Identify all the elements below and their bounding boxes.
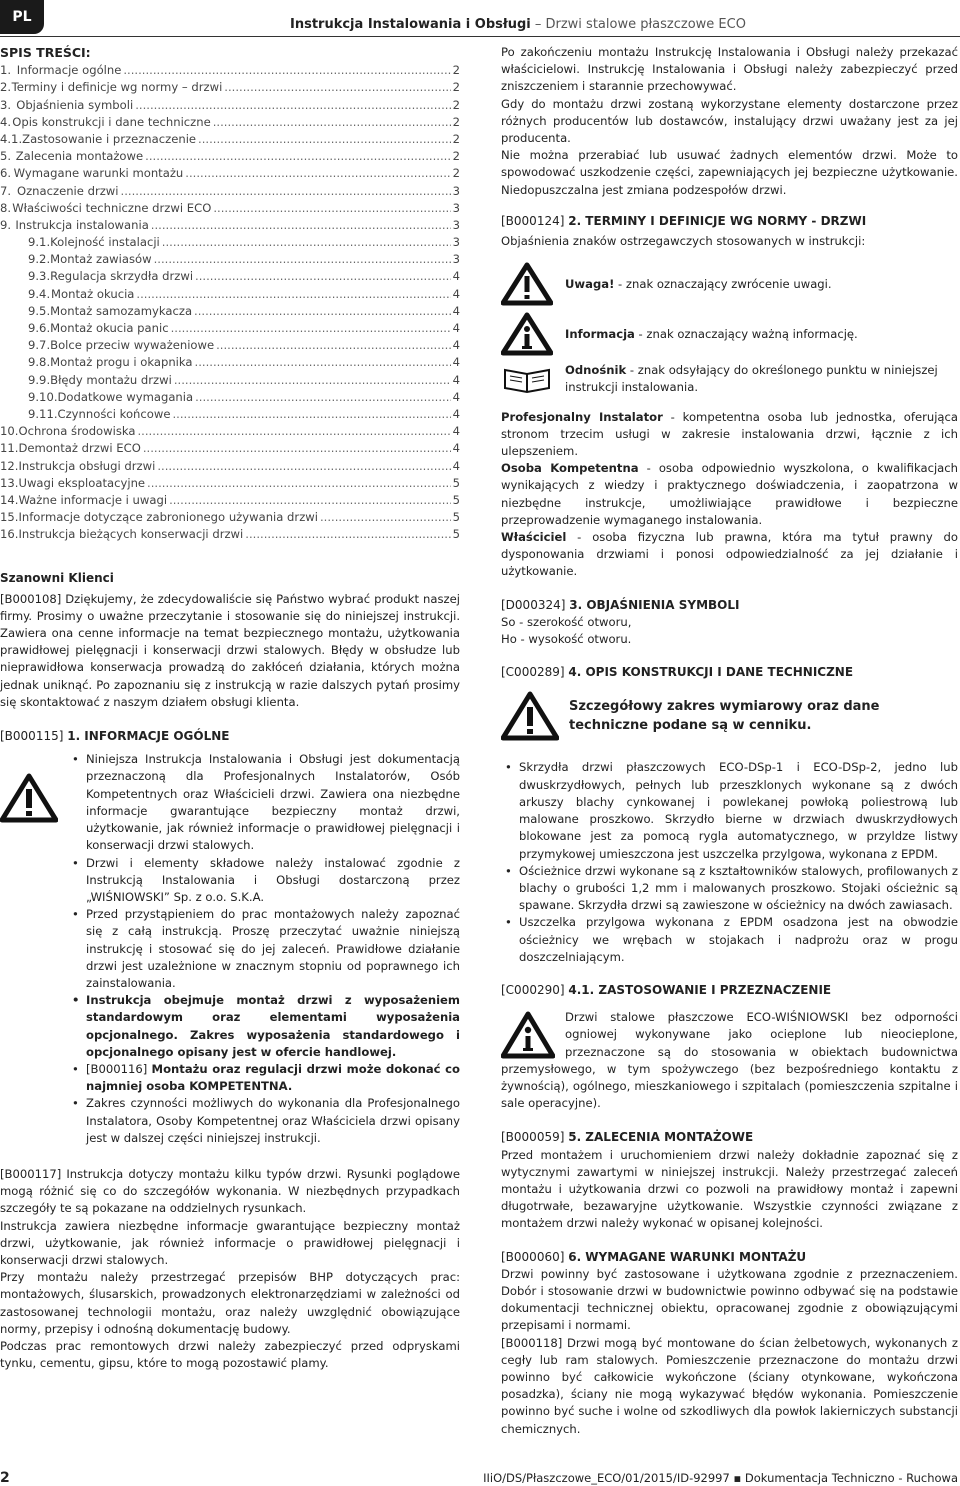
toc-item [0,406,460,423]
section-4 [501,664,958,966]
toc-item-page: 4 [452,321,460,336]
book-icon [501,364,553,394]
toc-item-number: 4.1. [0,131,23,146]
section-4-1-code: [C000290] [501,982,569,997]
list-item [68,1061,460,1095]
toc-item [0,200,460,217]
header-rule [0,36,960,37]
section-1 [0,728,460,1372]
toc-item [0,423,460,440]
table-of-contents [0,62,460,543]
toc-item-title: Oznaczenie drzwi [16,183,119,198]
section-4-1-body [501,1009,958,1112]
toc-item-page: 4 [452,424,460,439]
symbol-odnosnik-desc: - znak odsyłający do określonego punktu w niniejszej instrukcji instalowania. [565,363,938,395]
list-item: • Zakres czynności możliwych do wykonania dla Profesjonalnego Instalatora, Osoby Kompetentnej oraz Właściciela drzwi opisany jest w dalszej części niniejszej instrukcji. [68,1095,460,1147]
toc-item-number: 9.3. [28,269,51,284]
list-item: • Przed przystąpieniem do prac montażowych należy zapoznać się z całą instrukcją. Proszę przeczytać uważnie niniejszą instrukcję i stosować się do jej zaleceń. Prawidłowe działanie drzwi jest uzależnione w znacznym stopniu od poprawnego ich zainstalowania. [68,906,460,992]
toc-item-page: 4 [452,269,460,284]
toc-item-number: 9.2. [28,252,51,267]
toc-item-title: Wymagane warunki montażu [13,166,184,181]
section-4-1 [501,982,958,1112]
toc-item [0,165,460,182]
language-badge: PL [0,0,44,34]
toc-dot-leader [121,183,451,200]
toc-item-number: 15. [0,510,19,525]
symbol-informacja-desc: - znak oznaczający ważną informację. [634,326,858,341]
section-2-heading [501,213,958,230]
toc-item [0,372,460,389]
toc-item-number: 8. [0,200,12,215]
toc-dot-leader [194,303,451,320]
greeting-section [0,570,460,711]
section-5-text: Przed montażem i uruchomieniem drzwi należy dokładnie zapoznać się z wytycznymi zawartymi w niniejszej instrukcji. Należy przestrzegać zaleceń montażu i użytkowania drzwi co pozwoli na prawidłowy montaż i zapewni długotrwałe, bezawaryjne użytkowanie. Wszystkie czynności związane z montażem drzwi należy wykonać w opisanej kolejności. [501,1147,958,1231]
toc-item-number: 9.8. [28,355,51,370]
definition-text: - kompetentna osoba lub jednostka, oferująca stronom trzecim usługi w zakresie instalowania drzwi, łącznie z ich ulepszeniem. [501,409,959,459]
toc-item-page: 3 [452,217,460,232]
section-5-title: 5. ZALECENIA MONTAŻOWE [568,1130,754,1145]
toc-dot-leader [224,79,450,96]
symbol-odnosnik [501,362,958,396]
toc-item-number: 9.10. [28,389,58,404]
toc-item-title: Montaż zawiasów [50,252,152,267]
toc-dot-leader [216,337,450,354]
toc-item-title: Uwagi eksploatacyjne [18,475,146,490]
toc-item-number: 2. [0,80,12,95]
toc-item [0,492,460,509]
info-icon [501,1011,555,1059]
toc-item-title: Właściwości techniczne drzwi ECO [12,200,212,215]
toc-dot-leader [154,251,451,268]
toc-item-title: Opis konstrukcji i dane techniczne [12,114,211,129]
section-4-1-title: 4.1. ZASTOSOWANIE I PRZEZNACZENIE [568,982,832,997]
left-column [0,44,460,1372]
section-6-para: [B000118] Drzwi mogą być montowane do ścian żelbetowych, wykonanych z cegły lub ram stalowych. Pomieszczenie przeznaczone do montażu drzwi powinno być całkowicie wykończone (ściany otynkowane, wykończona posadzka), ściany nie mogą wykazywać błędów wykonania. Pomieszczenie powinno być suche i wolne od szkodliwych dla powłok lakierniczych substancji chemicznych. [501,1335,958,1436]
toc-dot-leader [320,509,451,526]
list-item-bold: Montażu oraz regulacji drzwi może dokonać co najmniej osoba KOMPETENTNA. [86,1061,460,1094]
section-4-heading [501,664,958,681]
toc-item [0,62,460,79]
toc-item-page: 2 [452,114,460,129]
greeting-title: Szanowni Klienci [0,571,114,586]
toc-item-title: Zastosowanie i przeznaczenie [22,131,197,146]
definition-para [501,529,958,581]
symbol-odnosnik-text [565,362,958,396]
toc-dot-leader [138,423,451,440]
warning-icon [501,262,553,306]
toc-item-title: Ochrona środowiska [18,424,136,439]
header-subtitle: – Drzwi stalowe płaszczowe ECO [530,17,746,32]
toc-dot-leader [245,526,450,543]
info-icon [501,312,553,356]
toc-item-title: Informacje dotyczące zabronionego używania drzwi [18,510,318,525]
section-3-line: Ho - wysokość otworu. [501,632,632,647]
section-1-para: Instrukcja zawiera niezbędne informacje gwarantujące bezpieczny montaż drzwi, użytkowanie, jak również informacje o prawidłowej pielęgnacji i konserwacji drzwi stalowych. [0,1218,460,1267]
toc-dot-leader [151,217,451,234]
toc-dot-leader [195,389,451,406]
toc-item-page: 4 [452,338,460,353]
page-number: 2 [0,1470,10,1486]
toc-item-page: 5 [452,475,460,490]
section-6 [501,1249,958,1438]
section-3-heading [501,597,958,614]
section-4-1-text: Drzwi stalowe płaszczowe ECO-WIŚNIOWSKI bez odporności ogniowej wykonywane jako ocieplone lub nieocieplone, przeznaczone są do stosowania w obiektach budownictwa przemysłowego, w tym spożywczego (bez bezpośredniego kontaktu z żywnością), ogólnego, mieszkaniowego i szpitalach (pomieszczenia szpitalne i sale operacyjne). [501,1010,958,1111]
toc-item-title: Terminy i definicje wg normy – drzwi [11,80,223,95]
toc-item-title: Ważne informacje i uwagi [18,492,168,507]
toc-dot-leader [198,131,451,148]
toc-item-number: 9.6. [28,321,51,336]
toc-item-page: 3 [452,183,460,198]
toc-item-page: 3 [452,200,460,215]
symbol-informacja-text [565,326,958,343]
toc-item-number: 9. [0,217,12,232]
section-4-code: [C000289] [501,665,569,680]
toc-item-page: 5 [452,492,460,507]
section-2-lead: Objaśnienia znaków ostrzegawczych stosowanych w instrukcji: [501,234,866,249]
toc-item [0,320,460,337]
definition-text: - osoba odpowiednio wyszkolona, o kwalifikacjach wynikających z wiedzy i praktycznego doświadczenia, i zaopatrzona w niezbędne instrukcje, umożliwiające prawidłowe i bezpieczne przeprowadzenie wymaganego instalowania. [501,461,958,527]
toc-dot-leader [169,492,451,509]
toc-item-title: Montaż samozamykacza [50,303,193,318]
toc-item-page: 4 [452,372,460,387]
toc-dot-leader [195,268,451,285]
toc-item [0,79,460,96]
toc-item-title: Regulacja skrzydła drzwi [50,269,194,284]
intro-para: Gdy do montażu drzwi zostaną wykorzystane elementy dostarczone przez różnych producentów lub dostawców, instalujący drzwi uważany jest za jej producenta. [501,96,958,146]
toc-item-title: Instrukcja bieżących konserwacji drzwi [18,527,244,542]
toc-item-page: 2 [452,149,460,164]
list-item: • Drzwi i elementy składowe należy instalować zgodnie z Instrukcją Instalowania i Obsługi dostarczoną przez „WIŚNIOWSKI” Sp. z o.o. S.K.A. [68,855,460,907]
toc-item [0,354,460,371]
toc-item-number: 9.11. [28,406,58,421]
toc-item-number: 7. [0,183,12,198]
definition-para [501,460,958,529]
toc-item [0,475,460,492]
page-header [290,17,746,32]
symbol-informacja-label: Informacja [565,326,635,341]
toc-item-number: 11. [0,441,19,456]
toc-dot-leader [172,406,450,423]
definition-text: - osoba fizyczna lub prawna, która ma tytuł prawny do dysponowania drzwiami i ponosi odpowiedzialność za jej działanie i użytkowanie. [501,530,958,579]
toc-dot-leader [135,97,450,114]
toc-item-page: 4 [452,406,460,421]
toc-item-number: 14. [0,492,19,507]
toc-item-title: Kolejność instalacji [50,235,160,250]
toc-item-page: 4 [452,389,460,404]
toc-item [0,183,460,200]
toc-dot-leader [123,62,450,79]
toc-dot-leader [213,114,451,131]
toc-item-number: 13. [0,475,19,490]
toc-item-title: Demontaż drzwi ECO [18,441,141,456]
symbol-uwaga [501,262,958,306]
section-1-bullets [68,751,460,1147]
toc-item-title: Błędy montażu drzwi [50,372,172,387]
section-2 [501,213,958,581]
definition-term: Osoba Kompetentna [501,461,639,476]
section-4-warning [501,691,958,741]
toc-item-page: 2 [452,97,460,112]
toc-dot-leader [147,475,451,492]
toc-item-number: 10. [0,424,19,439]
toc-item-title: Montaż okucia panic [50,321,169,336]
section-3-line: So - szerokość otworu, [501,614,632,629]
toc-item [0,458,460,475]
toc-item [0,97,460,114]
toc-item-number: 4. [0,114,12,129]
section-1-warning-block [0,751,460,1147]
section-6-code: [B000060] [501,1249,569,1264]
toc-item-title: Objaśnienia symboli [16,97,134,112]
section-4-title: 4. OPIS KONSTRUKCJI I DANE TECHNICZNE [568,665,854,680]
toc-title: SPIS TREŚCI: [0,45,91,60]
toc-item [0,509,460,526]
section-1-code: [B000115] [0,729,68,744]
symbol-informacja [501,312,958,356]
toc-item-page: 4 [452,441,460,456]
definition-para [501,409,958,461]
toc-item [0,440,460,457]
toc-dot-leader [143,440,451,457]
section-5-heading [501,1129,958,1146]
section-1-heading [0,728,460,745]
toc-item [0,131,460,148]
right-column [501,44,958,1438]
toc-item-page: 2 [452,80,460,95]
toc-item-number: 12. [0,458,19,473]
list-item: • Instrukcja obejmuje montaż drzwi z wyposażeniem standardowym oraz elementami wyposażenia opcjonalnego. Zakres wyposażenia standardowego i opcjonalnego opisany jest w ofercie handlowej. [68,992,460,1061]
section-4-1-heading [501,982,958,999]
toc-dot-leader [157,458,450,475]
toc-dot-leader [174,372,451,389]
section-3 [501,597,958,649]
toc-dot-leader [162,234,451,251]
list-item: • Skrzydła drzwi płaszczowych ECO-DSp-1 i ECO-DSp-2, jedno lub dwuskrzydłowych, pełnych lub przeszklonych wykonane są z dwóch arkuszy blachy cynkowanej i powlekanej powłoką poliestrową lub malowane proszkowo. Skrzydło bierne w drzwiach dwuskrzydłowych blokowane jest za pomocą rygla automatycznego, w przyldze listwy przymykowej umieszczona jest uszczelka przylgowa, wykonana z EPDM. [501,759,958,862]
warning-icon [501,691,559,741]
toc-item [0,303,460,320]
toc-item-page: 4 [452,303,460,318]
toc-item-title: Montaż okucia [51,286,135,301]
symbol-uwaga-text [565,276,958,293]
toc-item-page: 4 [452,458,460,473]
section-5-code: [B000059] [501,1130,569,1145]
toc-item [0,526,460,543]
toc-item [0,251,460,268]
symbol-uwaga-desc: - znak oznaczający zwrócenie uwagi. [614,276,832,291]
toc-item-title: Dodatkowe wymagania [57,389,194,404]
definition-term: Profesjonalny Instalator [501,409,663,424]
toc-item-page: 5 [452,527,460,542]
toc-item [0,268,460,285]
toc-item-title: Czynności końcowe [57,406,171,421]
section-1-title: 1. INFORMACJE OGÓLNE [67,729,230,744]
section-6-title: 6. WYMAGANE WARUNKI MONTAŻU [568,1249,807,1264]
toc-item-number: 9.5. [28,303,51,318]
section-6-heading [501,1249,958,1266]
section-1-para: Podczas prac remontowych drzwi należy zabezpieczyć przed odpryskami tynku, cementu, gipsu, które to mogą pozostawić plamy. [0,1338,460,1371]
toc-item [0,217,460,234]
toc-dot-leader [171,320,451,337]
section-4-warning-text: Szczegółowy zakres wymiarowy oraz dane techniczne podane są w cenniku. [569,699,880,734]
header-title: Instrukcja Instalowania i Obsługi [290,17,531,32]
intro-para: Po zakończeniu montażu Instrukcję Instalowania i Obsługi należy przekazać właścicielowi. Instrukcję Instalowania i Obsługi należy zabezpieczyć przed zniszczeniem i starannie przechowywać. [501,45,958,94]
intro-para: Nie można przerabiać lub usuwać żadnych elementów drzwi. Może to spowodować uszkodzenie części, zapewniających jej bezpieczne użytkowanie. Niedopuszczalna jest zmiana podzespołów drzwi. [501,148,958,197]
toc-item-number: 5. [0,149,12,164]
section-2-title: 2. TERMINY I DEFINICJE WG NORMY - DRZWI [568,213,867,228]
greeting-text: [B000108] Dziękujemy, że zdecydowaliście się Państwo wybrać produkt naszej firmy. Prosimy o uważne przeczytanie i stosowanie się do niniejszej instrukcji. Zawiera ona cenne informacje na temat bezpiecznego montażu, użytkowania prawidłowej pielęgnacji i konserwacji drzwi stalowych. Błędy w obsłudze lub nieprawidłowa konserwacja prowadzą do zakłóceń działania, których można jednak uniknąć. Po zapoznaniu się z instrukcją w razie dalszych pytań prosimy się skontaktować z naszym działem obsługi klienta. [0,591,460,709]
toc-item-title: Bolce przeciw wyważeniowe [50,338,215,353]
toc-item-title: Instrukcja instalowania [15,217,149,232]
section-6-para: Drzwi powinny być zastosowane i użytkowana zgodnie z przeznaczeniem. Dobór i stosowanie drzwi w budownictwie powinno odbywać się na podstawie dokumentacji technicznej obiektu, opracowanej zgodnie z obowiązującymi przepisami i normami. [501,1266,958,1333]
section-5 [501,1129,958,1232]
toc-item-page: 2 [452,131,460,146]
list-item-code: [B000116] [86,1061,152,1076]
list-item: • Niniejsza Instrukcja Instalowania i Obsługi jest dokumentacją przeznaczoną dla Profesjonalnych Instalatorów, Osób Kompetentnych oraz Właścicieli drzwi. Zawiera ona niezbędne informacje gwarantujące bezpieczny montaż drzwi, użytkowanie, jak również informacje o prawidłowej pielęgnacji i konserwacji drzwi stalowych. [68,751,460,854]
toc-item-number: 9.1. [28,235,51,250]
toc-item-title: Zalecenia montażowe [15,149,144,164]
toc-item [0,234,460,251]
toc-dot-leader [145,148,450,165]
toc-item-title: Instrukcja obsługi drzwi [18,458,156,473]
toc-item-title: Informacje ogólne [16,63,122,78]
symbol-uwaga-label: Uwaga! [565,276,615,291]
toc-item-number: 9.4. [28,286,51,301]
list-item: • Uszczelka przylgowa wykonana z EPDM osadzona jest na obwodzie ościeżnicy we wrębach w stojakach i nadprożu oraz w progu doszczelniającym. [501,914,958,966]
definition-term: Właściciel [501,530,567,545]
toc-item [0,114,460,131]
toc-item-page: 4 [452,355,460,370]
toc-item-page: 2 [452,166,460,181]
toc-item [0,337,460,354]
toc-item-number: 9.9. [28,372,51,387]
toc-item-page: 4 [452,286,460,301]
section-3-code: [D000324] [501,597,570,612]
toc-item-title: Montaż progu i okapnika [50,355,193,370]
toc-item [0,148,460,165]
symbol-odnosnik-label: Odnośnik [565,363,627,378]
toc-item-number: 6. [0,166,12,181]
toc-item-number: 16. [0,527,19,542]
toc-item-number: 3. [0,97,12,112]
warning-icon [0,773,58,823]
toc-dot-leader [185,165,450,182]
section-1-para: [B000117] Instrukcja dotyczy montażu kilku typów drzwi. Rysunki poglądowe mogą różnić się co do szczegółów wykonania. W niezbędnych przypadkach szczegóły te są pokazane na oddzielnych rysunkach. [0,1166,460,1216]
section-4-bullets [501,759,958,965]
toc-item-page: 3 [452,252,460,267]
toc-item-page: 5 [452,510,460,525]
toc-item-number: 1. [0,63,12,78]
section-2-code: [B000124] [501,213,569,228]
toc-dot-leader [213,200,450,217]
toc-dot-leader [195,354,451,371]
toc-item [0,389,460,406]
toc-item-page: 3 [452,235,460,250]
list-item: • Ościeżnice drzwi wykonane są z kształtowników stalowych, profilowanych z blachy o grubości 1,2 mm i malowanych proszkowo. Stojaki ościeżnic są spawane. Skrzydła drzwi są zawieszone w ościeżnicy na dwóch zawiasach. [501,863,958,915]
section-3-title: 3. OBJAŚNIENIA SYMBOLI [569,597,740,612]
footer-doc-id: IIiO/DS/Płaszczowe_ECO/01/2015/ID-92997 ▪ Dokumentacja Techniczno - Ruchowa [483,1471,958,1485]
toc-item-number: 9.7. [28,338,51,353]
toc-item [0,286,460,303]
toc-item-page: 2 [452,63,460,78]
toc-dot-leader [136,286,450,303]
section-1-para: Przy montażu należy przestrzegać przepisów BHP dotyczących prac: montażowych, ślusarskich, prowadzonych elektronarzędziami w zależności od zastosowanej technologii montażu, oraz należy uwzględnić obowiązujące normy, przepisy i odnośną dokumentację budowy. [0,1270,460,1336]
